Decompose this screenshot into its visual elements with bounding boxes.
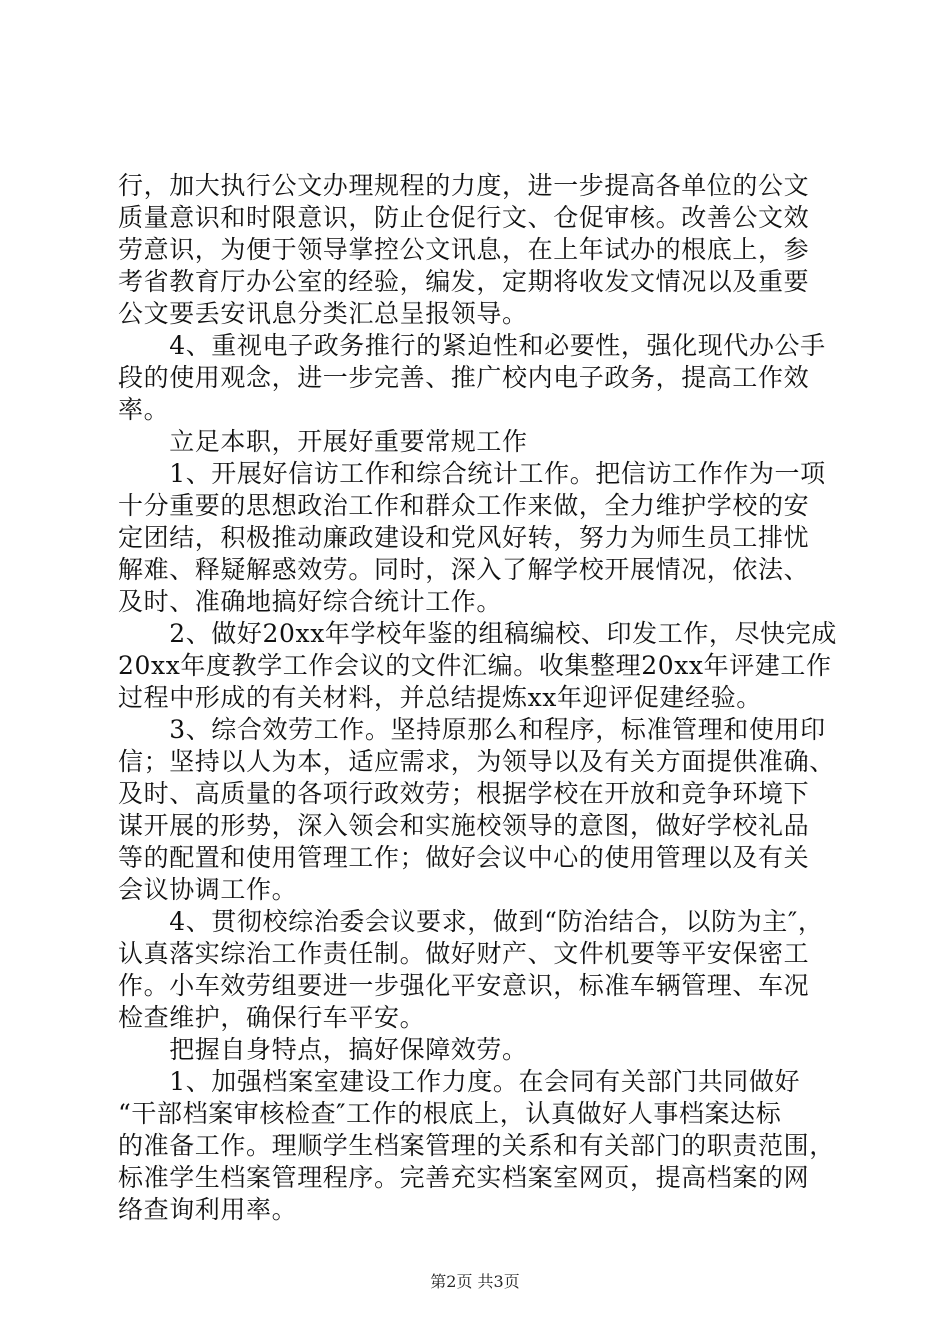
text-line: 考省教育厅办公室的经验，编发，定期将收发文情况以及重要	[118, 267, 810, 296]
text-line: 20xx年度教学工作会议的文件汇编。收集整理20xx年评建工作	[118, 651, 832, 680]
section-heading: 立足本职，开展好重要常规工作	[118, 427, 528, 456]
text-line: 劳意识，为便于领导掌控公文讯息，在上年试办的根底上，参	[118, 235, 810, 264]
text-line: 标准学生档案管理程序。完善充实档案室网页，提高档案的网	[118, 1163, 810, 1192]
text-line: 检查维护，确保行车平安。	[118, 1003, 426, 1032]
text-line: 3、综合效劳工作。坚持原那么和程序，标准管理和使用印	[118, 715, 826, 744]
text-line: 过程中形成的有关材料，并总结提炼xx年迎评促建经验。	[118, 683, 762, 712]
text-line: 作。小车效劳组要进一步强化平安意识，标准车辆管理、车况	[118, 971, 810, 1000]
text-line: 1、加强档案室建设工作力度。在会同有关部门共同做好	[118, 1067, 801, 1096]
text-line: 络查询利用率。	[118, 1195, 298, 1224]
text-line: 认真落实综治工作责任制。做好财产、文件机要等平安保密工	[118, 939, 810, 968]
text-line: 的准备工作。理顺学生档案管理的关系和有关部门的职责范围，	[118, 1131, 835, 1160]
text-line: 4、重视电子政务推行的紧迫性和必要性，强化现代办公手	[118, 331, 826, 360]
text-line: 等的配置和使用管理工作；做好会议中心的使用管理以及有关	[118, 843, 810, 872]
text-line: “干部档案审核检查″工作的根底上，认真做好人事档案达标	[118, 1099, 782, 1128]
text-line: 及时、高质量的各项行政效劳；根据学校在开放和竞争环境下	[118, 779, 810, 808]
text-line: 2、做好20xx年学校年鉴的组稿编校、印发工作，尽快完成	[118, 619, 837, 648]
text-line: 谋开展的形势，深入领会和实施校领导的意图，做好学校礼品	[118, 811, 810, 840]
text-line: 十分重要的思想政治工作和群众工作来做，全力维护学校的安	[118, 491, 810, 520]
text-line: 及时、准确地搞好综合统计工作。	[118, 587, 503, 616]
text-line: 率。	[118, 395, 170, 424]
text-line: 定团结，积极推动廉政建设和党风好转，努力为师生员工排忧	[118, 523, 810, 552]
text-line: 会议协调工作。	[118, 875, 298, 904]
text-line: 行，加大执行公文办理规程的力度，进一步提高各单位的公文	[118, 171, 810, 200]
section-heading: 把握自身特点，搞好保障效劳。	[118, 1035, 528, 1064]
text-line: 质量意识和时限意识，防止仓促行文、仓促审核。改善公文效	[118, 203, 810, 232]
document-body	[118, 170, 838, 1226]
text-line: 信；坚持以人为本，适应需求，为领导以及有关方面提供准确、	[118, 747, 835, 776]
text-line: 公文要丢安讯息分类汇总呈报领导。	[118, 299, 528, 328]
text-line: 1、开展好信访工作和综合统计工作。把信访工作作为一项	[118, 459, 826, 488]
text-line: 解难、释疑解惑效劳。同时，深入了解学校开展情况，依法、	[118, 555, 810, 584]
page-number-footer: 第2页 共3页	[430, 1272, 520, 1291]
text-line: 段的使用观念，进一步完善、推广校内电子政务，提高工作效	[118, 363, 810, 392]
text-line: 4、贯彻校综治委会议要求，做到“防治结合，以防为主″，	[118, 907, 824, 936]
